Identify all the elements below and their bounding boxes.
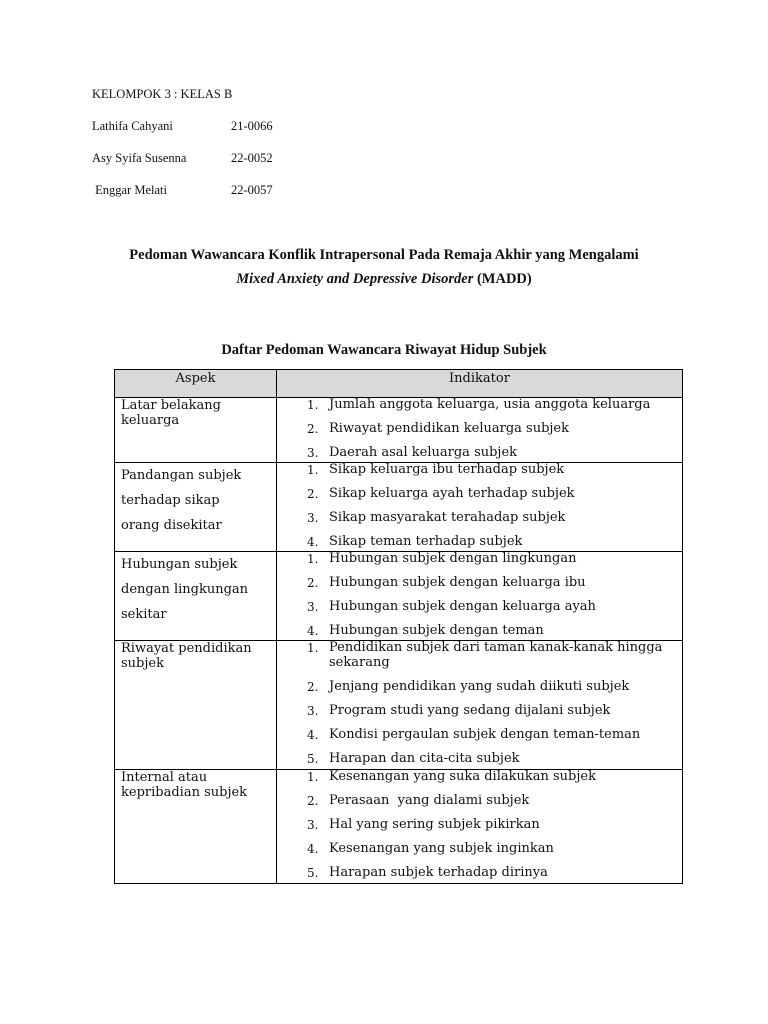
item-number: 4. [307,624,319,638]
list-item [277,704,682,719]
item-text: Hubungan subjek dengan keluarga ayah [329,599,596,614]
interview-guide-table [114,369,683,884]
item-text: Sikap teman terhadap subjek [329,534,523,549]
item-number: 1. [307,770,319,784]
table-header-row [115,370,683,398]
item-text: Hal yang sering subjek pikirkan [329,817,540,832]
item-number: 2. [307,794,319,808]
item-number: 4. [307,842,319,856]
indikator-cell [277,641,683,770]
indikator-list [277,398,682,461]
list-item [277,818,682,833]
member-nim: 22-0057 [231,183,273,197]
list-item [277,680,682,695]
aspek-text: Riwayat pendidikan subjek [121,641,252,671]
table-row [115,463,683,552]
list-item [277,641,682,670]
item-number: 5. [307,866,319,880]
indikator-list [277,641,682,766]
item-number: 3. [307,511,319,525]
list-item [277,446,682,461]
item-text: Sikap keluarga ibu terhadap subjek [329,462,565,477]
member-nim: 21-0066 [231,119,273,133]
list-item [277,487,682,502]
aspek-cell [115,552,277,641]
indikator-cell [277,398,683,463]
item-number: 1. [307,463,319,477]
item-number: 3. [307,446,319,460]
list-item [277,422,682,437]
list-item [277,728,682,743]
list-item [277,463,682,478]
indikator-list [277,770,682,881]
member-name: Lathifa Cahyani [92,119,173,133]
item-text: Riwayat pendidikan keluarga subjek [329,421,569,436]
column-header-indikator: Indikator [277,370,683,398]
list-item [277,842,682,857]
aspek-text: Internal atau kepribadian subjek [121,770,248,800]
list-item [277,552,682,567]
item-number: 2. [307,422,319,436]
item-number: 2. [307,576,319,590]
item-text: Perasaan yang dialami subjek [329,793,530,808]
item-number: 3. [307,818,319,832]
item-text: Hubungan subjek dengan teman [329,623,544,638]
aspek-text: Pandangan subjek terhadap sikap orang disekitar [121,468,242,533]
item-number: 2. [307,487,319,501]
item-text: Harapan dan cita-cita subjek [329,750,520,766]
item-text: Sikap keluarga ayah terhadap subjek [329,486,575,501]
list-item [277,770,682,785]
item-text: Daerah asal keluarga subjek [329,445,518,460]
member-name: Asy Syifa Susenna [92,151,187,165]
table-caption: Daftar Pedoman Wawancara Riwayat Hidup Subjek [221,342,547,358]
list-item [277,398,682,413]
disorder-name: Mixed Anxiety and Depressive Disorder [236,271,474,287]
item-number: 4. [307,535,319,549]
item-text: Harapan subjek terhadap dirinya [329,865,548,880]
item-number: 4. [307,727,319,742]
item-number: 5. [307,751,319,766]
indikator-cell [277,770,683,884]
item-text: Program studi yang sedang dijalani subjek [329,702,611,718]
aspek-cell [115,398,277,463]
item-text: Kesenangan yang suka dilakukan subjek [329,769,596,784]
aspek-cell [115,463,277,552]
group-class-line: KELOMPOK 3 : KELAS B [92,87,233,101]
item-number: 1. [307,641,319,655]
item-number: 3. [307,703,319,718]
item-number: 3. [307,600,319,614]
list-item [277,600,682,615]
item-text: Jenjang pendidikan yang sudah diikuti subjek [329,678,630,694]
item-text: Pendidikan subjek dari taman kanak-kanak hingga sekarang [329,640,663,670]
aspek-cell [115,641,277,770]
aspek-text: Latar belakang keluarga [121,398,221,428]
table-row [115,641,683,770]
item-number: 2. [307,679,319,694]
disorder-abbrev: (MADD) [473,271,532,287]
item-number: 1. [307,398,319,412]
aspek-cell [115,770,277,884]
item-text: Sikap masyarakat terahadap subjek [329,510,566,525]
member-nim: 22-0052 [231,151,273,165]
list-item [277,576,682,591]
document-title-line1: Pedoman Wawancara Konflik Intrapersonal Pada Remaja Akhir yang Mengalami [129,247,639,263]
list-item [277,866,682,881]
indikator-list [277,552,682,639]
table-row [115,770,683,884]
item-text: Hubungan subjek dengan lingkungan [329,551,577,566]
list-item [277,752,682,767]
list-item [277,511,682,526]
table-row [115,398,683,463]
item-text: Kondisi pergaulan subjek dengan teman-teman [329,726,641,742]
list-item [277,535,682,550]
item-text: Jumlah anggota keluarga, usia anggota keluarga [329,397,651,412]
aspek-text: Hubungan subjek dengan lingkungan sekitar [121,557,249,622]
indikator-cell [277,463,683,552]
list-item [277,624,682,639]
item-text: Hubungan subjek dengan keluarga ibu [329,575,586,590]
indikator-cell [277,552,683,641]
table-row [115,552,683,641]
item-text: Kesenangan yang subjek inginkan [329,841,554,856]
document-title-line2 [0,271,768,288]
column-header-aspek: Aspek [115,370,277,398]
member-name: Enggar Melati [92,183,167,197]
item-number: 1. [307,552,319,566]
list-item [277,794,682,809]
indikator-list [277,463,682,550]
